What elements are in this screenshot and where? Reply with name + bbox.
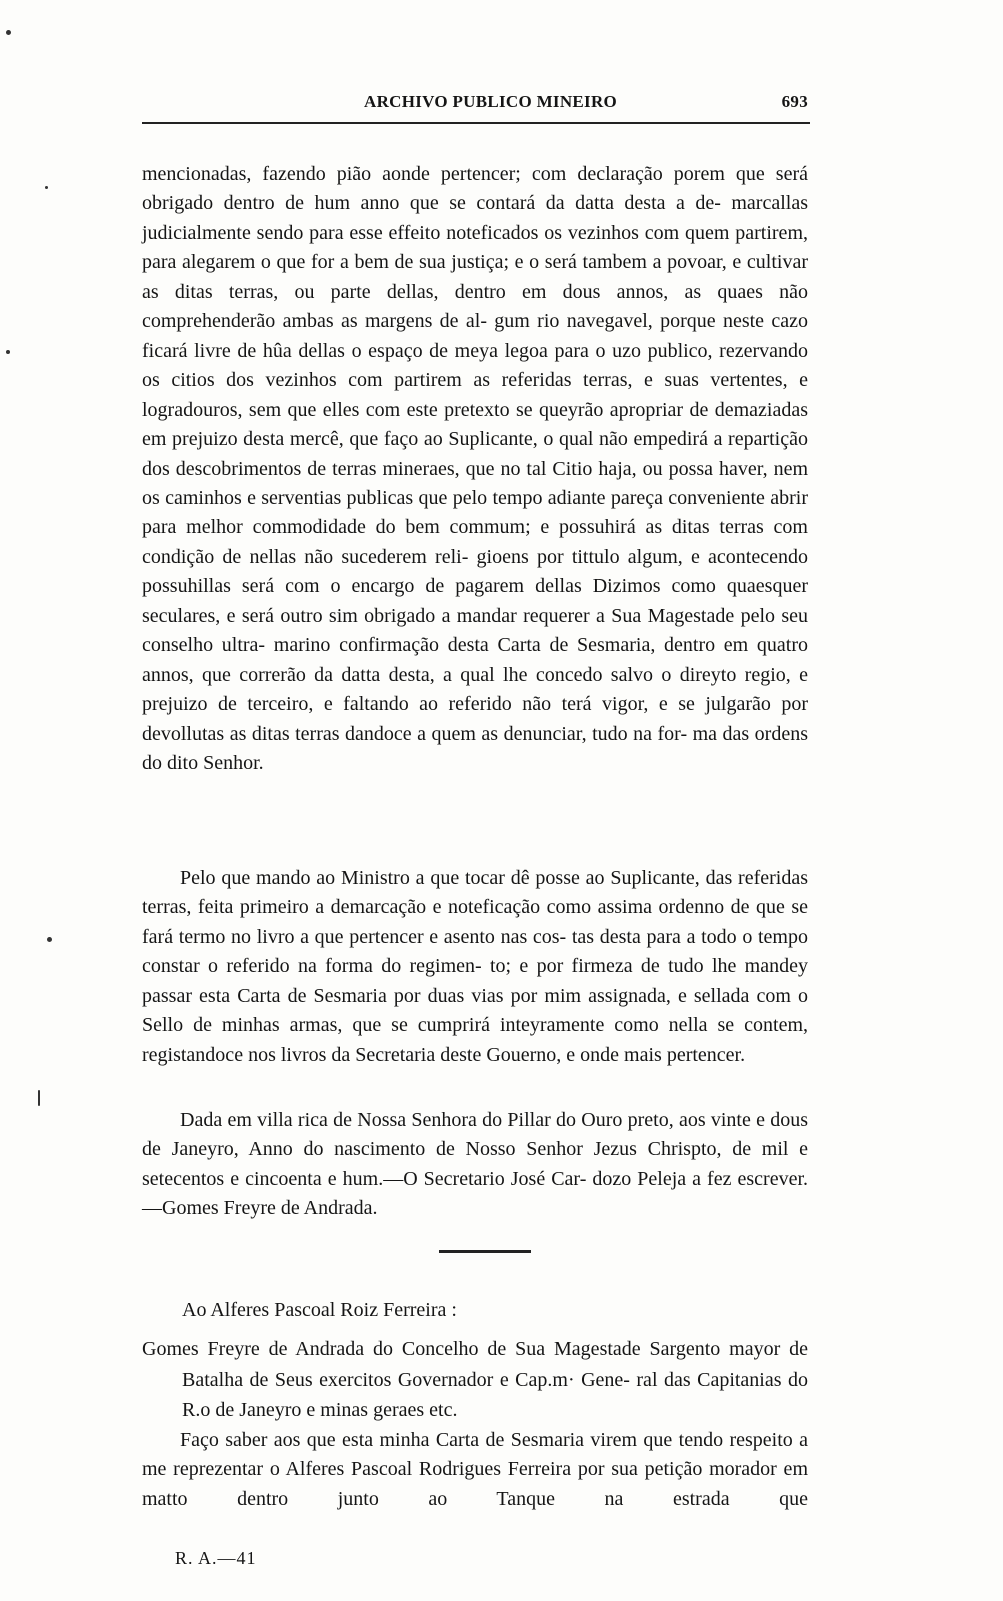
second-document-paragraph-1: Gomes Freyre de Andrada do Concelho de Sua Magestade Sargento mayor de Batalha de Seus exercitos Governador e Cap.m· Gene- ral das Capitanias do R.o de Janeyro e minas geraes etc. bbox=[142, 1338, 808, 1422]
signature-mark: R. A.—41 bbox=[175, 1548, 257, 1568]
second-document-body bbox=[142, 1426, 808, 1514]
page-number: 693 bbox=[781, 92, 808, 111]
section-divider bbox=[439, 1250, 531, 1253]
main-text-block-3 bbox=[142, 1106, 808, 1224]
main-text-block bbox=[142, 160, 808, 779]
header-rule bbox=[142, 122, 810, 124]
paragraph-1: mencionadas, fazendo pião aonde pertencer; com declaração porem que será obrigado dentro de hum anno que se contará da datta desta a de- marcallas judicialmente sendo para esse effeito noteficados os vezinhos com quem partirem, para alegarem o que for a bem de sua justiça; e o será tambem a povoar, e cultivar as ditas terras, ou parte dellas, dentro em dous annos, as quaes não comprehenderão ambas as margens de al- gum rio navegavel, porque neste cazo ficará livre de hûa dellas o espaço de meya legoa para o uzo publico, rezervando os citios dos vezinhos com partirem as referidas terras, e suas vertentes, e logradouros, sem que elles com este pretexto se queyrão apropriar de demaziadas em prejuizo desta mercê, que faço ao Suplicante, o qual não empedirá a repartição dos descobrimentos de terras mineraes, que no tal Citio haja, ou possa haver, nem os caminhos e serventias publicas que pelo tempo adiante pareça conveniente abrir para melhor commodidade do bem commum; e possuhirá as ditas terras com condição de nellas não sucederem reli- gioens por tittulo algum, e acontecendo possuhillas será com o encargo de pagarem dellas Dizimos como quaesquer seculares, e será outro sim obrigado a mandar requerer a Sua Magestade pelo seu conselho ultra- marino confirmação desta Carta de Sesmaria, dentro em quatro annos, que correrão da datta desta, a qual lhe concedo salvo o direyto regio, e prejuizo de terceiro, e faltando ao referido não terá vigor, e se julgarão por devollutas as ditas terras dandoce a quem as denunciar, tudo na for- ma das ordens do dito Senhor. bbox=[142, 163, 808, 775]
print-speck bbox=[6, 30, 11, 35]
print-speck bbox=[45, 186, 48, 189]
second-document-heading: Ao Alferes Pascoal Roiz Ferreira : bbox=[182, 1299, 457, 1321]
second-document-paragraph-2: Faço saber aos que esta minha Carta de Sesmaria virem que tendo respeito a me reprezentar o Alferes Pascoal Rodrigues Ferreira por sua petição morador em matto dentro junto ao Tanque na estrada que bbox=[142, 1429, 808, 1510]
main-text-block-2 bbox=[142, 864, 808, 1070]
running-header bbox=[142, 92, 810, 116]
paragraph-3: Dada em villa rica de Nossa Senhora do Pillar do Ouro preto, aos vinte e dous de Janeyro, Anno do nascimento de Nosso Senhor Jezus Chrispto, de mil e setecentos e cincoenta e hum.—O Secretario José Car- dozo Peleja a fez escrever.—Gomes Freyre de Andrada. bbox=[142, 1109, 808, 1220]
print-speck bbox=[38, 1090, 40, 1106]
print-speck bbox=[47, 937, 52, 942]
paragraph-2: Pelo que mando ao Ministro a que tocar dê posse ao Suplicante, das referidas terras, feita primeiro a demarcação e notefiсação como assima ordenno de que se fará termo no livro a que pertencer e asento nas cos- tas desta para a todo o tempo constar o referido na forma do regimen- to; e por firmeza de tudo lhe mandey passar esta Carta de Sesmaria por duas vias por mim assignada, e sellada com o Sello de minhas armas, que se cumprirá inteyramente como nella se contem, registandoce nos livros da Secretaria deste Gouerno, e onde mais pertencer. bbox=[142, 867, 808, 1066]
print-speck bbox=[6, 350, 10, 354]
second-document-intro bbox=[142, 1334, 808, 1426]
running-header-title: ARCHIVO PUBLICO MINEIRO bbox=[364, 92, 618, 111]
